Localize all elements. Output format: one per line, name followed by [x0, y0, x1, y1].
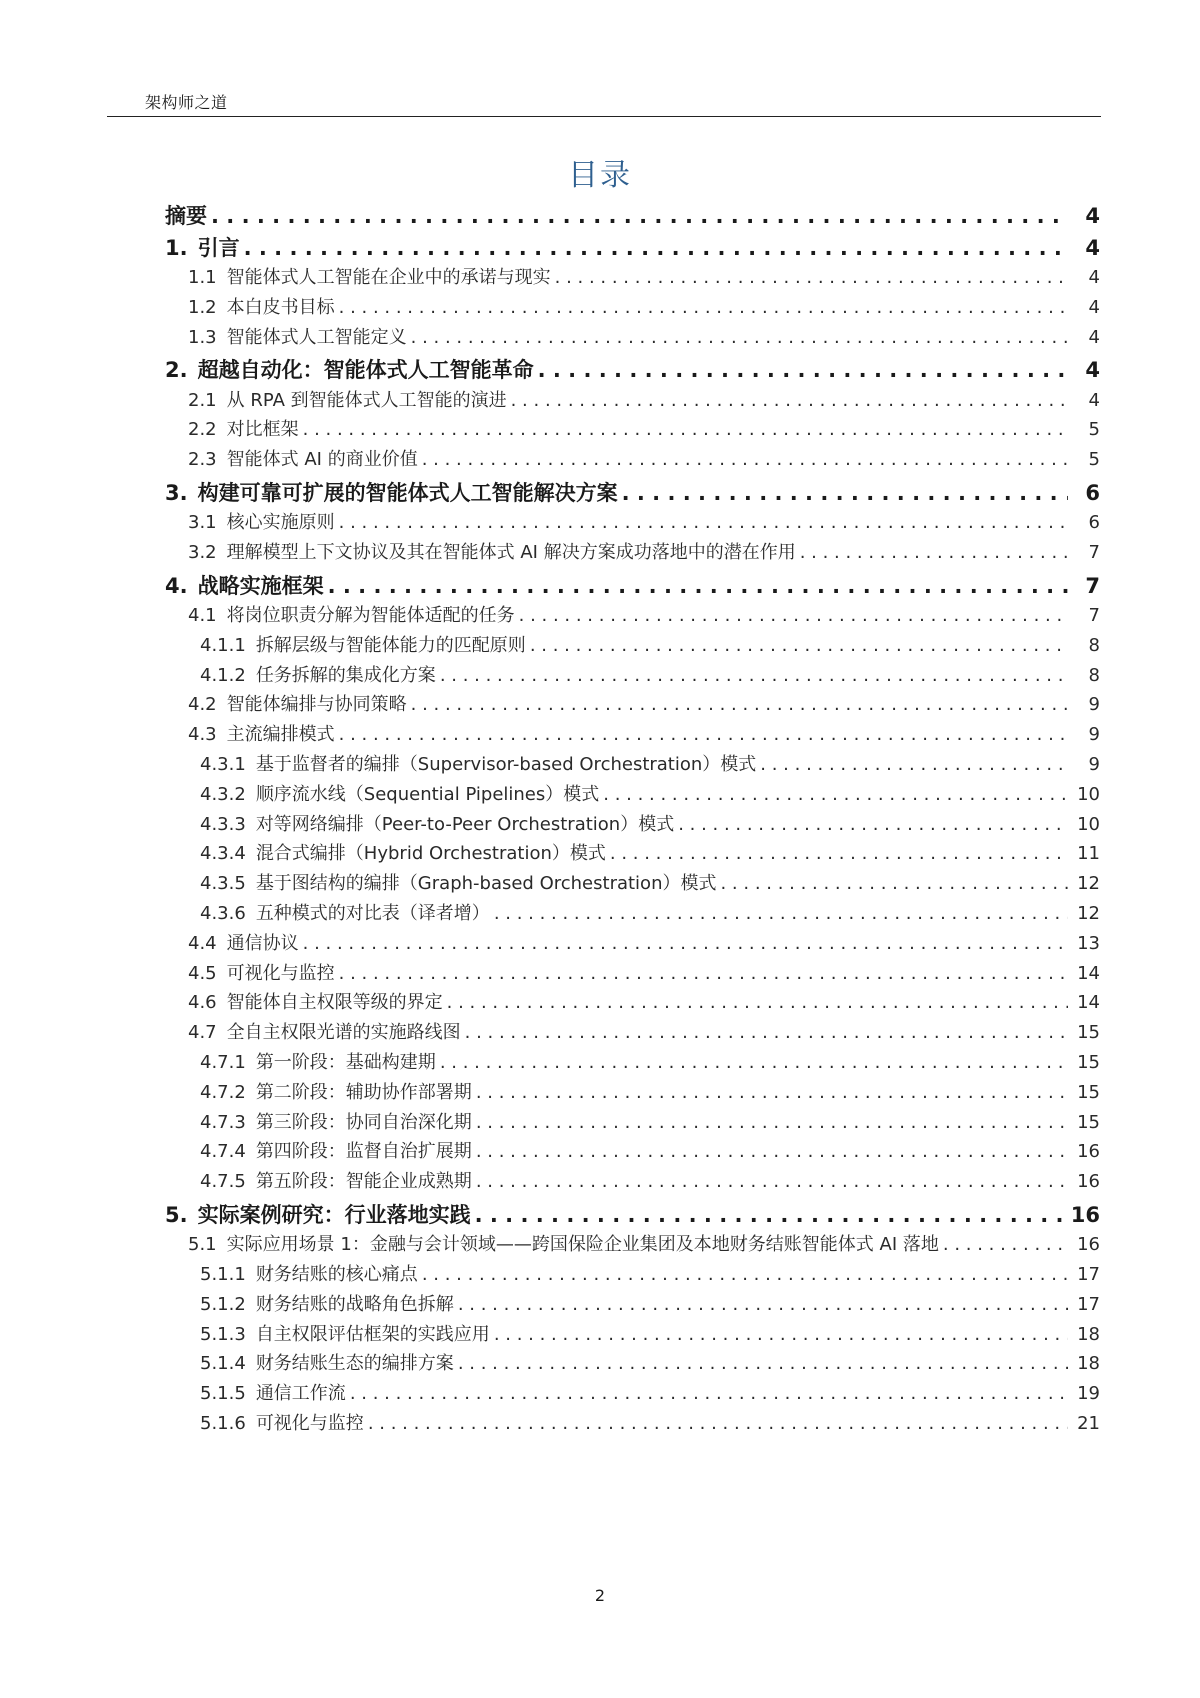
toc-entry-title: 混合式编排（Hybrid Orchestration）模式 — [255, 843, 606, 864]
dot-leader — [458, 1353, 1068, 1374]
toc-entry[interactable] — [188, 263, 1100, 293]
dot-leader — [447, 992, 1068, 1013]
dot-leader — [530, 635, 1068, 656]
toc-entry-title: 引言 — [197, 236, 240, 260]
toc-entry[interactable] — [165, 1199, 1100, 1231]
toc-entry-title: 可视化与监控 — [226, 963, 335, 984]
dot-leader — [339, 963, 1068, 984]
toc-entry[interactable] — [188, 415, 1100, 445]
toc-entry-title: 理解模型上下文协议及其在智能体式 AI 解决方案成功落地中的潜在作用 — [226, 542, 796, 563]
dot-leader — [538, 358, 1068, 382]
toc-entry[interactable] — [188, 386, 1100, 416]
toc-entry-title: 五种模式的对比表（译者增） — [255, 903, 490, 924]
toc-entry-page: 15 — [1077, 1052, 1100, 1073]
toc-entry-title: 主流编排模式 — [226, 724, 335, 745]
dot-leader — [339, 724, 1068, 745]
toc-entry[interactable] — [165, 477, 1100, 509]
dot-leader — [328, 574, 1068, 598]
toc-entry-title: 摘要 — [165, 204, 207, 228]
dot-leader — [411, 327, 1068, 348]
toc-entry[interactable] — [200, 1290, 1100, 1320]
toc-entry[interactable] — [200, 1137, 1100, 1167]
toc-entry[interactable] — [165, 354, 1100, 386]
toc-entry-number: 4.1 — [188, 605, 217, 626]
toc-entry[interactable] — [188, 988, 1100, 1018]
toc-entry-title: 实际案例研究：行业落地实践 — [197, 1203, 471, 1227]
dot-leader — [422, 1264, 1068, 1285]
toc-entry-number: 2.2 — [188, 419, 217, 440]
toc-entry-title: 基于图结构的编排（Graph-based Orchestration）模式 — [255, 873, 717, 894]
toc-entry-title: 通信工作流 — [255, 1383, 346, 1404]
toc-entry-number: 5.1.5 — [200, 1383, 246, 1404]
toc-entry-number: 4.1.2 — [200, 665, 246, 686]
toc-entry-page: 18 — [1077, 1353, 1100, 1374]
toc-entry[interactable] — [188, 690, 1100, 720]
toc-entry[interactable] — [165, 200, 1100, 232]
toc-entry-number: 4.7.1 — [200, 1052, 246, 1073]
toc-entry-number: 4.7.4 — [200, 1141, 246, 1162]
toc-entry-title: 基于监督者的编排（Supervisor-based Orchestration）模式 — [255, 754, 757, 775]
toc-entry[interactable] — [188, 1230, 1100, 1260]
dot-leader — [422, 449, 1068, 470]
toc-entry-page: 4 — [1085, 236, 1100, 260]
toc-entry[interactable] — [200, 661, 1100, 691]
toc-entry-page: 8 — [1088, 665, 1100, 686]
toc-entry-page: 6 — [1088, 512, 1100, 533]
toc-entry-page: 13 — [1077, 933, 1100, 954]
dot-leader — [440, 1052, 1068, 1073]
toc-entry-number: 4.3 — [188, 724, 217, 745]
toc-entry-number: 5. — [165, 1203, 188, 1227]
toc-entry-title: 超越自动化：智能体式人工智能革命 — [197, 358, 534, 382]
toc-entry-page: 19 — [1077, 1383, 1100, 1404]
toc-entry-number: 4.1.1 — [200, 635, 246, 656]
toc-entry-page: 9 — [1088, 754, 1100, 775]
dot-leader — [476, 1112, 1068, 1133]
dot-leader — [244, 236, 1068, 260]
toc-entry[interactable] — [188, 445, 1100, 475]
toc-entry-title: 第二阶段：辅助协作部署期 — [255, 1082, 472, 1103]
toc-title: 目录 — [568, 158, 632, 193]
dot-leader — [303, 419, 1068, 440]
toc-entry-page: 18 — [1077, 1324, 1100, 1345]
toc-entry[interactable] — [200, 780, 1100, 810]
toc-entry-number: 5.1.2 — [200, 1294, 246, 1315]
toc-entry-page: 10 — [1077, 784, 1100, 805]
toc-entry-number: 4.3.6 — [200, 903, 246, 924]
toc-entry[interactable] — [188, 508, 1100, 538]
toc-entry-title: 顺序流水线（Sequential Pipelines）模式 — [255, 784, 600, 805]
toc-entry-page: 21 — [1077, 1413, 1100, 1434]
toc-entry-page: 11 — [1077, 843, 1100, 864]
toc-entry-title: 构建可靠可扩展的智能体式人工智能解决方案 — [197, 481, 618, 505]
toc-entry-page: 15 — [1077, 1022, 1100, 1043]
dot-leader — [555, 267, 1068, 288]
toc-entry-number: 4.2 — [188, 694, 217, 715]
toc-entry-page: 15 — [1077, 1082, 1100, 1103]
toc-entry-number: 4.7.5 — [200, 1171, 246, 1192]
toc-entry-title: 本白皮书目标 — [226, 297, 335, 318]
toc-entry-number: 5.1.1 — [200, 1264, 246, 1285]
toc-entry-number: 3.2 — [188, 542, 217, 563]
toc-entry[interactable] — [165, 570, 1100, 602]
toc-entry-title: 任务拆解的集成化方案 — [255, 665, 436, 686]
toc-entry-page: 4 — [1088, 267, 1100, 288]
dot-leader — [800, 542, 1068, 563]
toc-entry-title: 智能体自主权限等级的界定 — [226, 992, 443, 1013]
dot-leader — [610, 843, 1068, 864]
toc-entry-number: 5.1.4 — [200, 1353, 246, 1374]
toc-entry-title: 财务结账生态的编排方案 — [255, 1353, 454, 1374]
toc-entry-page: 12 — [1077, 873, 1100, 894]
toc-entry-page: 7 — [1088, 542, 1100, 563]
dot-leader — [303, 933, 1068, 954]
dot-leader — [411, 694, 1068, 715]
dot-leader — [458, 1294, 1068, 1315]
toc-entry-page: 16 — [1077, 1234, 1100, 1255]
toc-entry-page: 12 — [1077, 903, 1100, 924]
dot-leader — [339, 512, 1068, 533]
toc-entry-page: 16 — [1077, 1171, 1100, 1192]
toc-entry-title: 智能体编排与协同策略 — [226, 694, 407, 715]
toc-entry-page: 6 — [1085, 481, 1100, 505]
toc-entry-title: 自主权限评估框架的实践应用 — [255, 1324, 490, 1345]
toc-entry-number: 2.3 — [188, 449, 217, 470]
dot-leader — [511, 390, 1068, 411]
toc-entry-page: 9 — [1088, 694, 1100, 715]
toc-entry-page: 10 — [1077, 814, 1100, 835]
toc-entry-number: 1.2 — [188, 297, 217, 318]
toc-entry-number: 4. — [165, 574, 188, 598]
toc-entry-page: 4 — [1085, 204, 1100, 228]
dot-leader — [720, 873, 1068, 894]
toc-entry-page: 7 — [1088, 605, 1100, 626]
toc-entry-number: 5.1 — [188, 1234, 217, 1255]
toc-entry[interactable] — [188, 323, 1100, 353]
toc-entry-title: 第五阶段：智能企业成熟期 — [255, 1171, 472, 1192]
toc-entry-page: 17 — [1077, 1294, 1100, 1315]
toc-entry-title: 拆解层级与智能体能力的匹配原则 — [255, 635, 526, 656]
toc-entry-title: 对等网络编排（Peer-to-Peer Orchestration）模式 — [255, 814, 675, 835]
toc-entry[interactable] — [200, 810, 1100, 840]
toc-entry-number: 4.3.1 — [200, 754, 246, 775]
toc-entry-number: 4.5 — [188, 963, 217, 984]
toc-entry-page: 16 — [1077, 1141, 1100, 1162]
toc-entry[interactable] — [188, 293, 1100, 323]
dot-leader — [519, 605, 1068, 626]
dot-leader — [494, 903, 1068, 924]
toc-entry[interactable] — [200, 1108, 1100, 1138]
toc-entry-page: 4 — [1085, 358, 1100, 382]
toc-entry-page: 14 — [1077, 963, 1100, 984]
toc-entry[interactable] — [200, 1048, 1100, 1078]
toc-entry-number: 4.7.3 — [200, 1112, 246, 1133]
page-number: 2 — [594, 1586, 606, 1605]
toc-entry[interactable] — [200, 899, 1100, 929]
toc-entry-page: 5 — [1088, 419, 1100, 440]
toc-entry[interactable] — [165, 232, 1100, 264]
toc-entry-title: 智能体式人工智能在企业中的承诺与现实 — [226, 267, 551, 288]
toc-entry-number: 2.1 — [188, 390, 217, 411]
toc-entry-number: 1. — [165, 236, 188, 260]
toc-entry-page: 9 — [1088, 724, 1100, 745]
toc-entry-title: 通信协议 — [226, 933, 299, 954]
toc-entry-number: 1.1 — [188, 267, 217, 288]
toc-entry-title: 对比框架 — [226, 419, 299, 440]
dot-leader — [494, 1324, 1068, 1345]
toc-entry[interactable] — [200, 1078, 1100, 1108]
dot-leader — [476, 1082, 1068, 1103]
toc-entry[interactable] — [200, 869, 1100, 899]
dot-leader — [760, 754, 1068, 775]
toc-entry-page: 7 — [1085, 574, 1100, 598]
toc-entry-number: 1.3 — [188, 327, 217, 348]
toc-entry-number: 3. — [165, 481, 188, 505]
toc-entry-title: 智能体式人工智能定义 — [226, 327, 407, 348]
toc-entry-page: 17 — [1077, 1264, 1100, 1285]
toc-entry[interactable] — [200, 1409, 1100, 1439]
toc-entry-title: 第一阶段：基础构建期 — [255, 1052, 436, 1073]
dot-leader — [440, 665, 1068, 686]
toc-entry-number: 4.7 — [188, 1022, 217, 1043]
dot-leader — [622, 481, 1068, 505]
toc-entry-number: 4.7.2 — [200, 1082, 246, 1103]
toc-entry[interactable] — [200, 839, 1100, 869]
toc-entry-title: 战略实施框架 — [197, 574, 324, 598]
toc-entry[interactable] — [188, 929, 1100, 959]
toc-entry-title: 第四阶段：监督自治扩展期 — [255, 1141, 472, 1162]
toc-entry-page: 4 — [1088, 390, 1100, 411]
toc-entry-number: 4.3.2 — [200, 784, 246, 805]
toc-entry[interactable] — [200, 1260, 1100, 1290]
dot-leader — [339, 297, 1068, 318]
toc-entry-number: 3.1 — [188, 512, 217, 533]
toc-entry[interactable] — [188, 601, 1100, 631]
toc-entry-page: 15 — [1077, 1112, 1100, 1133]
dot-leader — [211, 204, 1068, 228]
toc-entry[interactable] — [200, 1167, 1100, 1197]
dot-leader — [475, 1203, 1067, 1227]
toc-entry[interactable] — [200, 631, 1100, 661]
header-title: 架构师之道 — [145, 93, 228, 112]
toc-entry-page: 8 — [1088, 635, 1100, 656]
toc-entry-title: 可视化与监控 — [255, 1413, 364, 1434]
toc-entry-number: 5.1.3 — [200, 1324, 246, 1345]
toc-entry[interactable] — [200, 1349, 1100, 1379]
toc-entry[interactable] — [200, 1379, 1100, 1409]
toc-entry[interactable] — [188, 538, 1100, 568]
toc-entry[interactable] — [188, 1018, 1100, 1048]
toc-entry[interactable] — [188, 720, 1100, 750]
toc-entry-page: 14 — [1077, 992, 1100, 1013]
toc-entry-title: 第三阶段：协同自治深化期 — [255, 1112, 472, 1133]
toc-entry-title: 实际应用场景 1：金融与会计领域——跨国保险企业集团及本地财务结账智能体式 AI 落地 — [226, 1234, 939, 1255]
toc-entry-number: 4.3.3 — [200, 814, 246, 835]
dot-leader — [943, 1234, 1068, 1255]
toc-entry[interactable] — [188, 959, 1100, 989]
toc-entry-title: 智能体式 AI 的商业价值 — [226, 449, 418, 470]
toc-entry-title: 财务结账的核心痛点 — [255, 1264, 418, 1285]
toc-entry-number: 2. — [165, 358, 188, 382]
toc-entry-number: 4.3.5 — [200, 873, 246, 894]
toc-entry-page: 5 — [1088, 449, 1100, 470]
toc-entry-page: 4 — [1088, 327, 1100, 348]
dot-leader — [476, 1171, 1068, 1192]
toc-entry-number: 4.6 — [188, 992, 217, 1013]
toc-entry-title: 全自主权限光谱的实施路线图 — [226, 1022, 461, 1043]
dot-leader — [350, 1383, 1068, 1404]
toc-entry-page: 4 — [1088, 297, 1100, 318]
dot-leader — [465, 1022, 1068, 1043]
toc-entry-number: 4.3.4 — [200, 843, 246, 864]
toc-entry[interactable] — [200, 1320, 1100, 1350]
toc-entry-title: 财务结账的战略角色拆解 — [255, 1294, 454, 1315]
dot-leader — [603, 784, 1068, 805]
toc-entry-page: 16 — [1070, 1203, 1100, 1227]
toc-entry-title: 将岗位职责分解为智能体适配的任务 — [226, 605, 515, 626]
toc-entry-number: 4.4 — [188, 933, 217, 954]
page-header — [107, 82, 1101, 117]
toc-entry-title: 从 RPA 到智能体式人工智能的演进 — [226, 390, 507, 411]
dot-leader — [678, 814, 1068, 835]
dot-leader — [368, 1413, 1068, 1434]
toc-entry-title: 核心实施原则 — [226, 512, 335, 533]
toc-entry[interactable] — [200, 750, 1100, 780]
dot-leader — [476, 1141, 1068, 1162]
toc-entry-number: 5.1.6 — [200, 1413, 246, 1434]
